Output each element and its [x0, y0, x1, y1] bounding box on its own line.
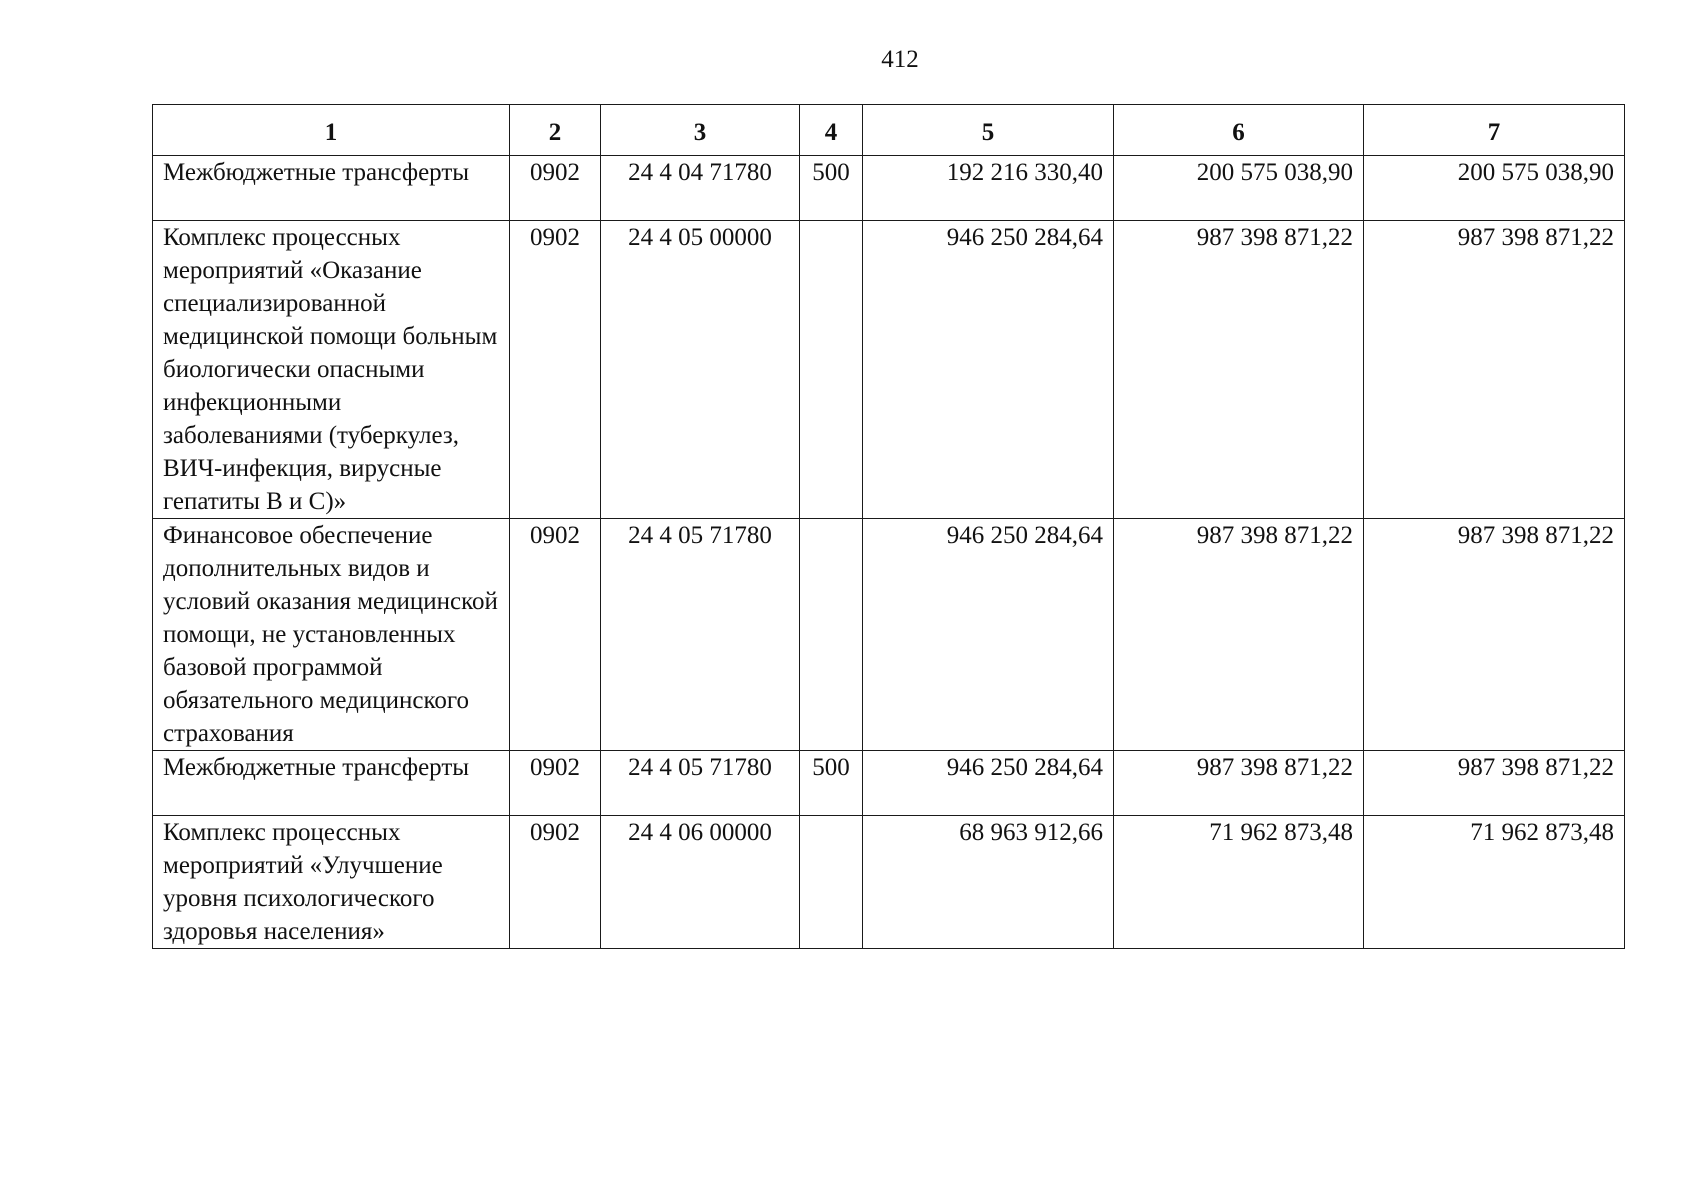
- row-section: 0902: [510, 221, 601, 519]
- row-amount-col5: 192 216 330,40: [863, 156, 1114, 221]
- row-type: [800, 519, 863, 751]
- header-cell-6: 6: [1114, 105, 1364, 156]
- table-row: [153, 751, 1625, 816]
- row-amount-col5: 946 250 284,64: [863, 221, 1114, 519]
- row-amount-col5: 946 250 284,64: [863, 519, 1114, 751]
- table-row: [153, 156, 1625, 221]
- row-name: Межбюджетные трансферты: [153, 751, 510, 816]
- row-type: [800, 816, 863, 949]
- row-amount-col5: 946 250 284,64: [863, 751, 1114, 816]
- row-name: Межбюджетные трансферты: [153, 156, 510, 221]
- row-code: 24 4 05 00000: [601, 221, 800, 519]
- row-code: 24 4 05 71780: [601, 519, 800, 751]
- header-cell-2: 2: [510, 105, 601, 156]
- row-section: 0902: [510, 751, 601, 816]
- row-amount-col6: 987 398 871,22: [1114, 519, 1364, 751]
- header-cell-3: 3: [601, 105, 800, 156]
- row-amount-col7: 71 962 873,48: [1364, 816, 1625, 949]
- row-section: 0902: [510, 816, 601, 949]
- row-name: Комплекс процессных мероприятий «Оказание специализированной медицинской помощи больным биологически опасными инфекционными заболеваниями (туберкулез, ВИЧ-инфекция, вирусные гепатиты В и С)»: [153, 221, 510, 519]
- header-cell-4: 4: [800, 105, 863, 156]
- table-row: [153, 519, 1625, 751]
- page-number: 412: [881, 46, 919, 73]
- row-code: 24 4 04 71780: [601, 156, 800, 221]
- row-amount-col7: 987 398 871,22: [1364, 751, 1625, 816]
- row-amount-col6: 987 398 871,22: [1114, 751, 1364, 816]
- row-type: 500: [800, 751, 863, 816]
- row-amount-col7: 987 398 871,22: [1364, 519, 1625, 751]
- header-cell-7: 7: [1364, 105, 1625, 156]
- row-amount-col6: 987 398 871,22: [1114, 221, 1364, 519]
- row-section: 0902: [510, 519, 601, 751]
- row-amount-col7: 987 398 871,22: [1364, 221, 1625, 519]
- table-header-row: [153, 105, 1625, 156]
- row-name: Комплекс процессных мероприятий «Улучшение уровня психологического здоровья населения»: [153, 816, 510, 949]
- row-section: 0902: [510, 156, 601, 221]
- row-amount-col5: 68 963 912,66: [863, 816, 1114, 949]
- row-name: Финансовое обеспечение дополнительных видов и условий оказания медицинской помощи, не установленных базовой программой обязательного медицинского страхования: [153, 519, 510, 751]
- row-type: [800, 221, 863, 519]
- row-amount-col7: 200 575 038,90: [1364, 156, 1625, 221]
- budget-table: [152, 104, 1625, 949]
- table-row: [153, 816, 1625, 949]
- table-row: [153, 221, 1625, 519]
- row-code: 24 4 06 00000: [601, 816, 800, 949]
- header-cell-1: 1: [153, 105, 510, 156]
- row-amount-col6: 200 575 038,90: [1114, 156, 1364, 221]
- header-cell-5: 5: [863, 105, 1114, 156]
- row-code: 24 4 05 71780: [601, 751, 800, 816]
- row-type: 500: [800, 156, 863, 221]
- row-amount-col6: 71 962 873,48: [1114, 816, 1364, 949]
